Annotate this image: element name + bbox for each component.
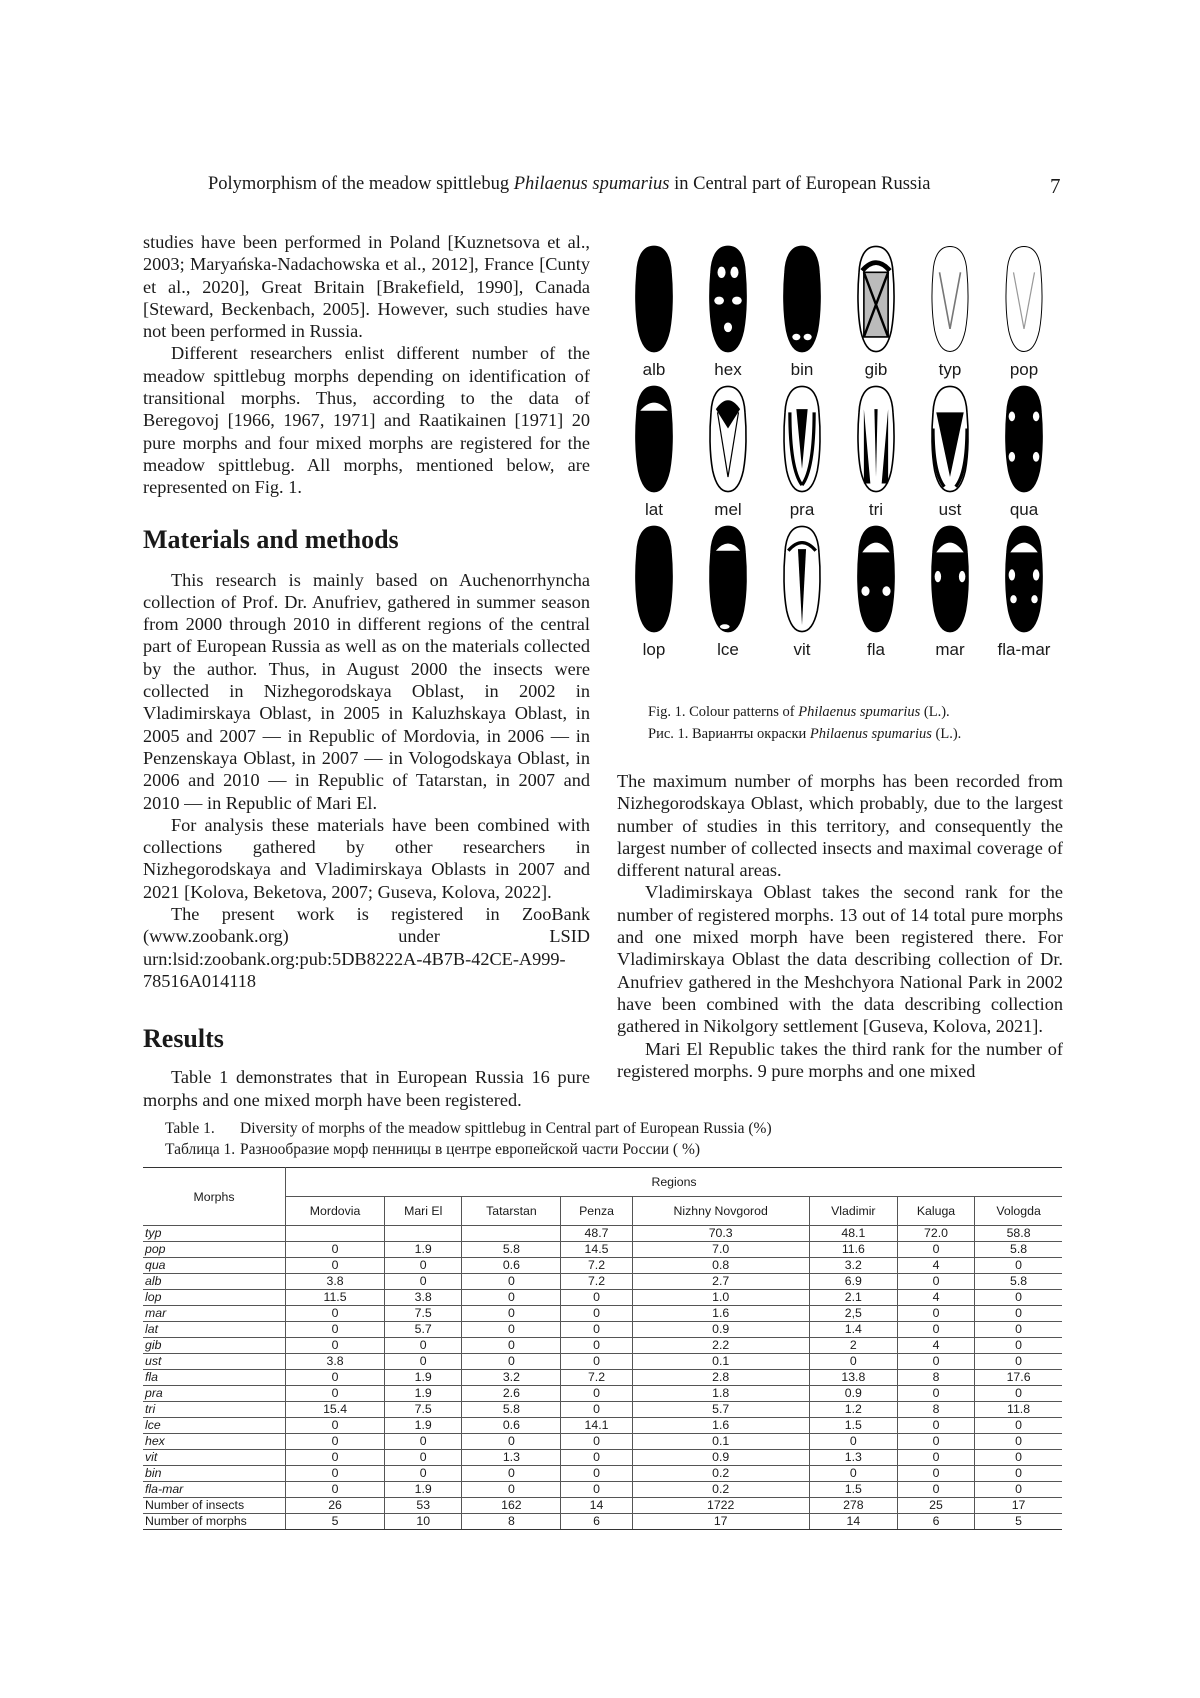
table-cell: 0: [286, 1322, 385, 1338]
table-row: [143, 1306, 1062, 1322]
table-cell: 0: [897, 1434, 974, 1450]
morph-mar: [913, 520, 987, 670]
table-cell: 11.8: [975, 1402, 1062, 1418]
table-cell: 0: [462, 1338, 561, 1354]
morph-name: bin: [143, 1466, 286, 1482]
table-cell: 0: [975, 1450, 1062, 1466]
table-cell: [462, 1226, 561, 1242]
table-row: [143, 1242, 1062, 1258]
table-cell: 1.4: [809, 1322, 897, 1338]
table-cell: 0.8: [632, 1258, 809, 1274]
table-cell: 0: [975, 1258, 1062, 1274]
morph-vit: [765, 520, 839, 670]
table-cell: 0: [462, 1482, 561, 1498]
morph-ust: [913, 380, 987, 530]
table-cell: 5.8: [462, 1242, 561, 1258]
figure-caption-en: Fig. 1. Colour patterns of Philaenus spumarius (L.).: [648, 704, 950, 720]
table-cell: 0: [286, 1482, 385, 1498]
table-cell: 0.6: [462, 1418, 561, 1434]
morph-vit-illustration: [765, 520, 839, 638]
paragraph: Vladimirskaya Oblast takes the second rank for the number of registered morphs. 13 out of 14 total pure morphs and one mixed morph have been registered there. For Vladimirskaya Oblast the data describing collection of Dr. Anufriev gathered in the Meshchyora National Park in 2002 have been combined with the data describing collection gathered in Nikolgory settlement [Guseva, Kolova, 2021].: [617, 882, 1063, 1037]
table-row: [143, 1322, 1062, 1338]
morph-name: fla: [143, 1370, 286, 1386]
morph-hex: [691, 240, 765, 390]
morph-label: bin: [790, 360, 814, 379]
table-cell: 0: [286, 1434, 385, 1450]
table-cell: 3.8: [286, 1274, 385, 1290]
table-cell: 0: [561, 1402, 632, 1418]
table-cell: 0: [561, 1450, 632, 1466]
region-header: Vologda: [975, 1197, 1062, 1226]
morph-name: fla-mar: [143, 1482, 286, 1498]
table-cell: 0.2: [632, 1466, 809, 1482]
table-row: [143, 1258, 1062, 1274]
morph-name: lce: [143, 1418, 286, 1434]
table-cell: 0: [385, 1434, 462, 1450]
table-cell: 5: [975, 1514, 1062, 1530]
table-cell: 0: [561, 1386, 632, 1402]
table-cell: 0: [561, 1306, 632, 1322]
table-cell: 1.6: [632, 1306, 809, 1322]
table-cell: 1.9: [385, 1482, 462, 1498]
table-cell: 7.0: [632, 1242, 809, 1258]
table-cell: 0: [897, 1482, 974, 1498]
table-cell: 1.2: [809, 1402, 897, 1418]
table-cell: 0: [286, 1338, 385, 1354]
table-cell: 3.2: [462, 1370, 561, 1386]
morph-name: qua: [143, 1258, 286, 1274]
table-cell: 8: [897, 1402, 974, 1418]
paragraph: The maximum number of morphs has been recorded from Nizhegorodskaya Oblast, which probably, due to the largest number of studies in this territory, and consequently the largest number of collected insects and maximal coverage of different natural areas.: [617, 771, 1063, 881]
morph-figure: [617, 240, 1063, 690]
morph-name: vit: [143, 1450, 286, 1466]
running-head: Polymorphism of the meadow spittlebug Philaenus spumarius in Central part of European Russia: [208, 174, 931, 194]
morph-alb-illustration: [617, 240, 691, 358]
table-cell: 2.1: [809, 1290, 897, 1306]
table-cell: 0: [561, 1338, 632, 1354]
table-cell: 3.2: [809, 1258, 897, 1274]
morph-label: mel: [714, 500, 742, 519]
table-cell: 5.7: [632, 1402, 809, 1418]
region-header: Vladimir: [809, 1197, 897, 1226]
table-cell: 4: [897, 1290, 974, 1306]
table-cell: 2.7: [632, 1274, 809, 1290]
table-cell: 0: [561, 1482, 632, 1498]
table-cell: 58.8: [975, 1226, 1062, 1242]
table-cell: 1.0: [632, 1290, 809, 1306]
morph-bin-illustration: [765, 240, 839, 358]
region-header: Penza: [561, 1197, 632, 1226]
page-number: 7: [1050, 174, 1061, 198]
morph-label: alb: [642, 360, 666, 379]
table-cell: 0: [561, 1354, 632, 1370]
table-cell: 72.0: [897, 1226, 974, 1242]
table-row: [143, 1274, 1062, 1290]
table-cell: 0.9: [632, 1322, 809, 1338]
table-cell: 0: [462, 1354, 561, 1370]
table-cell: 0: [975, 1338, 1062, 1354]
table-cell: 2.8: [632, 1370, 809, 1386]
table-cell: 0: [286, 1242, 385, 1258]
table-cell: 11.5: [286, 1290, 385, 1306]
table-cell: 0: [561, 1434, 632, 1450]
table-cell: 3.8: [385, 1290, 462, 1306]
table-cell: 17: [632, 1514, 809, 1530]
morph-mel: [691, 380, 765, 530]
table-cell: 0: [462, 1434, 561, 1450]
table-cell: 0: [462, 1306, 561, 1322]
table-cell: 26: [286, 1498, 385, 1514]
table-cell: 0: [975, 1322, 1062, 1338]
table-row: [143, 1370, 1062, 1386]
morph-pop: [987, 240, 1061, 390]
table-row: [143, 1354, 1062, 1370]
table-cell: 0.9: [632, 1450, 809, 1466]
table-row: [143, 1418, 1062, 1434]
table-cell: 17: [975, 1498, 1062, 1514]
morph-label: pra: [789, 500, 815, 519]
table-cell: 0: [897, 1306, 974, 1322]
table-cell: 0: [561, 1322, 632, 1338]
morph-tri: [839, 380, 913, 530]
morph-label: vit: [793, 640, 811, 659]
table-cell: 0: [897, 1274, 974, 1290]
morphs-header: Morphs: [143, 1168, 286, 1226]
morph-label: gib: [864, 360, 888, 379]
morph-mel-illustration: [691, 380, 765, 498]
morph-label: ust: [938, 500, 962, 519]
table-cell: 0: [385, 1274, 462, 1290]
table-cell: 17.6: [975, 1370, 1062, 1386]
morph-lat-illustration: [617, 380, 691, 498]
table-cell: 7.5: [385, 1402, 462, 1418]
table-cell: 0: [897, 1242, 974, 1258]
table-row: [143, 1290, 1062, 1306]
region-header: Mari El: [385, 1197, 462, 1226]
morph-name: ust: [143, 1354, 286, 1370]
table-cell: 15.4: [286, 1402, 385, 1418]
table-cell: 5: [286, 1514, 385, 1530]
table-cell: 0: [975, 1418, 1062, 1434]
table-cell: 7.2: [561, 1370, 632, 1386]
table-cell: 3.8: [286, 1354, 385, 1370]
table-cell: 1.9: [385, 1370, 462, 1386]
morph-lce-illustration: [691, 520, 765, 638]
table-cell: 0: [462, 1322, 561, 1338]
table-cell: 0: [286, 1258, 385, 1274]
table-cell: 7.2: [561, 1258, 632, 1274]
morph-label: lce: [717, 640, 739, 659]
morph-pra-illustration: [765, 380, 839, 498]
left-column: [143, 231, 590, 1111]
table-cell: 0.2: [632, 1482, 809, 1498]
table-cell: 13.8: [809, 1370, 897, 1386]
section-heading-materials: Materials and methods: [143, 524, 399, 554]
table-cell: 0: [462, 1466, 561, 1482]
morph-name: alb: [143, 1274, 286, 1290]
table-cell: 0: [897, 1322, 974, 1338]
morph-table: [143, 1167, 1062, 1530]
table-cell: 8: [462, 1514, 561, 1530]
morph-qua: [987, 380, 1061, 530]
table-total-row: [143, 1498, 1062, 1514]
table-cell: 0: [897, 1450, 974, 1466]
morph-label: lop: [642, 640, 666, 659]
table-row: [143, 1386, 1062, 1402]
morph-name: gib: [143, 1338, 286, 1354]
table-cell: 0: [975, 1306, 1062, 1322]
table-cell: 0: [462, 1290, 561, 1306]
section-heading-results: Results: [143, 1024, 224, 1054]
morph-name: pra: [143, 1386, 286, 1402]
morph-label: hex: [714, 360, 742, 379]
table-cell: 0: [897, 1354, 974, 1370]
morph-name: typ: [143, 1226, 286, 1242]
table-cell: 6.9: [809, 1274, 897, 1290]
table-cell: 5.8: [462, 1402, 561, 1418]
table-cell: 0: [561, 1290, 632, 1306]
table-cell: 6: [561, 1514, 632, 1530]
morph-name: lop: [143, 1290, 286, 1306]
morph-gib-illustration: [839, 240, 913, 358]
morph-name: tri: [143, 1402, 286, 1418]
table-cell: 2.6: [462, 1386, 561, 1402]
table-cell: 0: [897, 1466, 974, 1482]
table-cell: 14: [809, 1514, 897, 1530]
table-row: [143, 1434, 1062, 1450]
table-cell: 14.5: [561, 1242, 632, 1258]
table-cell: [286, 1226, 385, 1242]
region-header: Kaluga: [897, 1197, 974, 1226]
table-cell: 25: [897, 1498, 974, 1514]
table-cell: 6: [897, 1514, 974, 1530]
table-cell: 5.8: [975, 1242, 1062, 1258]
table-cell: 0: [286, 1466, 385, 1482]
paragraph: studies have been performed in Poland [Kuznetsova et al., 2003; Maryańska-Nadachowska et al., 2012], France [Cunty et al., 2020], Great Britain [Brakefield, 1990], Canada [Steward, Beckenbach, 2005]. However, such studies have not been performed in Russia.: [143, 232, 590, 342]
paragraph: For analysis these materials have been combined with collections gathered by other researchers in Nizhegorodskaya and Vladimirskaya Oblasts in 2007 and 2021 [Kolova, Beketova, 2007; Guseva, Kolova, 2022].: [143, 814, 590, 902]
table-cell: 0: [809, 1354, 897, 1370]
table-row: [143, 1466, 1062, 1482]
table-cell: 2.2: [632, 1338, 809, 1354]
table-cell: [385, 1226, 462, 1242]
table-cell: 1.3: [462, 1450, 561, 1466]
morph-fla-illustration: [839, 520, 913, 638]
table-cell: 48.7: [561, 1226, 632, 1242]
table-cell: 0.1: [632, 1434, 809, 1450]
morph-fla-mar-illustration: [987, 520, 1061, 638]
paragraph: Table 1 demonstrates that in European Russia 16 pure morphs and one mixed morph have been registered.: [143, 1067, 590, 1110]
table-cell: 0: [975, 1354, 1062, 1370]
morph-label: pop: [1009, 360, 1039, 379]
morph-pra: [765, 380, 839, 530]
table-cell: 0: [975, 1386, 1062, 1402]
morph-alb: [617, 240, 691, 390]
morph-qua-illustration: [987, 380, 1061, 498]
table-cell: 1.5: [809, 1418, 897, 1434]
paragraph: This research is mainly based on Auchenorrhyncha collection of Prof. Dr. Anufriev, gathered in summer season from 2000 through 2010 in different regions of the central part of European Russia as well as on the materials collected by the author. Thus, in August 2000 the insects were collected in Nizhegorodskaya Oblast, in 2002 in Vladimirskaya Oblast, in 2005 in Kaluzhskaya Oblast, in 2005 and 2007 — in Republic of Mordovia, in 2006 — in Penzenskaya Oblast, in 2007 — in Vologodskaya Oblast, in 2006 and 2010 — in Republic of Tatarstan, in 2007 and 2010 — in Republic of Mari El.: [143, 569, 590, 813]
morph-label: typ: [938, 360, 962, 379]
regions-header: Regions: [286, 1168, 1063, 1197]
table-cell: 1.9: [385, 1418, 462, 1434]
paragraph: The present work is registered in ZooBank (www.zoobank.org) under LSID urn:lsid:zoobank.org:pub:5DB8222A-4B7B-42CE-A999-78516A014118: [143, 904, 590, 991]
table-cell: 0: [385, 1338, 462, 1354]
table-cell: 7.2: [561, 1274, 632, 1290]
table-cell: 2: [809, 1338, 897, 1354]
table-cell: 1.3: [809, 1450, 897, 1466]
table-cell: 0: [385, 1258, 462, 1274]
table-cell: 8: [897, 1370, 974, 1386]
morph-name: pop: [143, 1242, 286, 1258]
morph-fla-mar: [987, 520, 1061, 670]
table-cell: 0: [385, 1354, 462, 1370]
table-cell: 0: [975, 1482, 1062, 1498]
morph-tri-illustration: [839, 380, 913, 498]
morph-typ: [913, 240, 987, 390]
table-cell: 0.9: [809, 1386, 897, 1402]
table-cell: 48.1: [809, 1226, 897, 1242]
table-row: [143, 1402, 1062, 1418]
table-cell: 7.5: [385, 1306, 462, 1322]
table-row: [143, 1482, 1062, 1498]
table-cell: 11.6: [809, 1242, 897, 1258]
table-cell: 2,5: [809, 1306, 897, 1322]
paragraph: Different researchers enlist different number of the meadow spittlebug morphs depending on identification of transitional morphs. Thus, according to the data of Beregovoj [1966, 1967, 1971] and Raatikainen [1971] 20 pure morphs and four mixed morphs are registered for the meadow spittlebug. All morphs, mentioned below, are represented on Fig. 1.: [143, 343, 590, 498]
table-cell: 0: [462, 1274, 561, 1290]
table-cell: 0.1: [632, 1354, 809, 1370]
table-cell: 1.8: [632, 1386, 809, 1402]
morph-label: lat: [645, 500, 663, 519]
morph-hex-illustration: [691, 240, 765, 358]
figure-caption-ru: Рис. 1. Варианты окраски Philaenus spumarius (L.).: [648, 726, 962, 742]
morph-pop-illustration: [987, 240, 1061, 358]
table-cell: 0: [975, 1290, 1062, 1306]
morph-gib: [839, 240, 913, 390]
table-row: [143, 1338, 1062, 1354]
table-cell: 0: [286, 1306, 385, 1322]
table-cell: 4: [897, 1258, 974, 1274]
region-header: Nizhny Novgorod: [632, 1197, 809, 1226]
table-caption-en: Table 1. Diversity of morphs of the meadow spittlebug in Central part of European Russia (%): [165, 1120, 772, 1137]
table-cell: 1.6: [632, 1418, 809, 1434]
table-cell: 0: [897, 1386, 974, 1402]
morph-name: lat: [143, 1322, 286, 1338]
morph-name: hex: [143, 1434, 286, 1450]
morph-name: mar: [143, 1306, 286, 1322]
table-cell: 0: [561, 1466, 632, 1482]
morph-label: fla: [867, 640, 885, 659]
table-cell: 1.5: [809, 1482, 897, 1498]
table-cell: 0: [286, 1450, 385, 1466]
table-cell: 1722: [632, 1498, 809, 1514]
morph-lop: [617, 520, 691, 670]
table-caption-ru: Таблица 1. Разнообразие морф пенницы в центре европейской части России ( %): [165, 1141, 701, 1158]
morph-lop-illustration: [617, 520, 691, 638]
table-cell: 0: [975, 1434, 1062, 1450]
table-cell: 162: [462, 1498, 561, 1514]
table-row: [143, 1450, 1062, 1466]
paragraph: Mari El Republic takes the third rank for the number of registered morphs. 9 pure morphs and one mixed: [617, 1038, 1063, 1081]
table-cell: 14.1: [561, 1418, 632, 1434]
morph-lat: [617, 380, 691, 530]
table-cell: 0: [809, 1466, 897, 1482]
morph-label: tri: [868, 500, 884, 519]
table-cell: 0: [897, 1418, 974, 1434]
table-cell: 5.8: [975, 1274, 1062, 1290]
table-cell: 1.9: [385, 1242, 462, 1258]
table-cell: 0: [385, 1466, 462, 1482]
table-cell: 278: [809, 1498, 897, 1514]
table-cell: 5.7: [385, 1322, 462, 1338]
morph-ust-illustration: [913, 380, 987, 498]
table-cell: 70.3: [632, 1226, 809, 1242]
morph-label: qua: [1009, 500, 1039, 519]
table-cell: 0: [385, 1450, 462, 1466]
total-label: Number of insects: [143, 1498, 286, 1514]
right-column: [617, 770, 1063, 1082]
table-cell: 0: [975, 1466, 1062, 1482]
table-row: [143, 1226, 1062, 1242]
table-cell: 0: [286, 1370, 385, 1386]
region-header: Mordovia: [286, 1197, 385, 1226]
table-cell: 0: [809, 1434, 897, 1450]
morph-label: mar: [935, 640, 965, 659]
table-cell: 1.9: [385, 1386, 462, 1402]
morph-lce: [691, 520, 765, 670]
table-total-row: [143, 1514, 1062, 1530]
table-cell: 0: [286, 1386, 385, 1402]
table-cell: 0: [286, 1418, 385, 1434]
table-cell: 53: [385, 1498, 462, 1514]
table-cell: 4: [897, 1338, 974, 1354]
morph-mar-illustration: [913, 520, 987, 638]
morph-typ-illustration: [913, 240, 987, 358]
morph-label: fla-mar: [997, 640, 1051, 659]
table-cell: 0.6: [462, 1258, 561, 1274]
table-cell: 14: [561, 1498, 632, 1514]
total-label: Number of morphs: [143, 1514, 286, 1530]
morph-bin: [765, 240, 839, 390]
region-header: Tatarstan: [462, 1197, 561, 1226]
table-cell: 10: [385, 1514, 462, 1530]
morph-fla: [839, 520, 913, 670]
